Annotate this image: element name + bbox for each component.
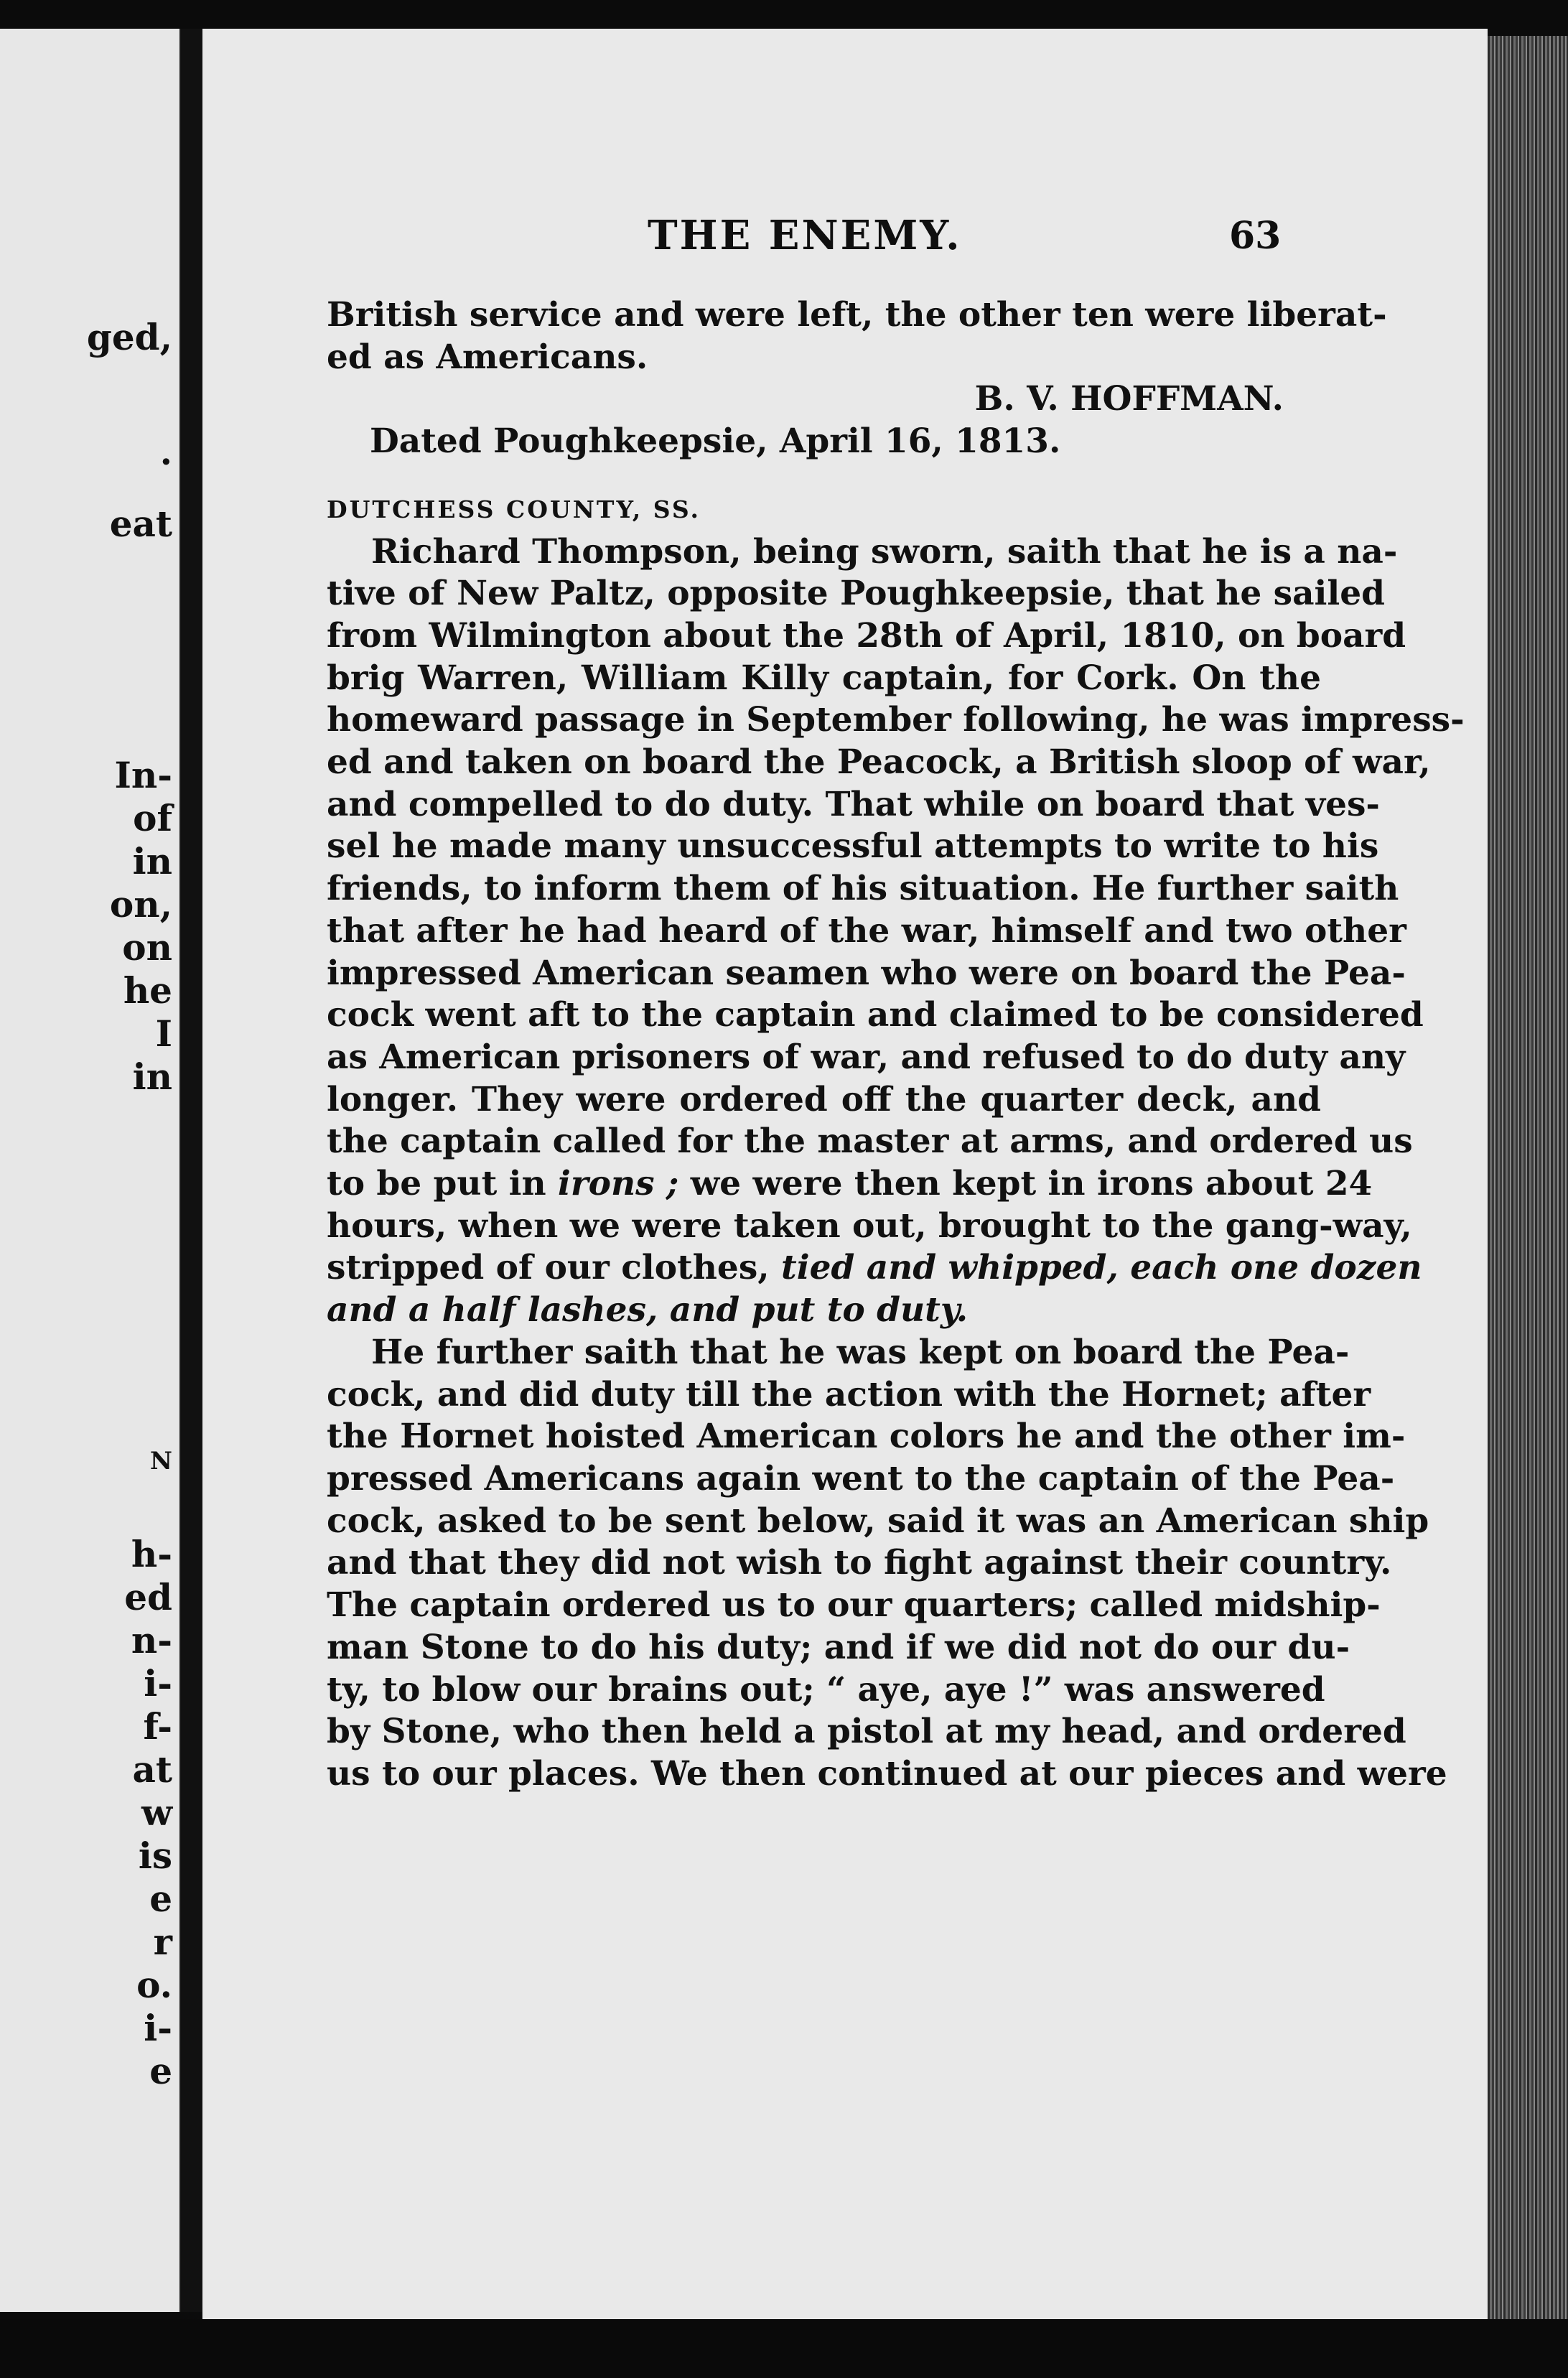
text-line: impressed American seamen who were on board the Pea- <box>327 953 1406 993</box>
left-margin-fragment: of <box>133 797 172 839</box>
left-margin-fragment: h- <box>131 1533 172 1575</box>
text-line: and compelled to do duty. That while on board that ves- <box>327 784 1380 824</box>
left-margin-fragment: on <box>122 926 172 969</box>
scan-border-bottom <box>0 2319 1568 2378</box>
left-margin-fragment: N <box>149 1447 172 1475</box>
left-margin-fragment: In- <box>114 754 172 796</box>
page-body <box>327 294 1465 1796</box>
text-line: Richard Thompson, being sworn, saith that he is a na- <box>371 531 1398 572</box>
left-margin-fragment: ed <box>124 1576 172 1618</box>
left-margin-fragment: eat <box>109 503 172 545</box>
text-line-mixed <box>327 1163 1373 1206</box>
text-line: that after he had heard of the war, himself and two other <box>327 910 1406 951</box>
page-fore-edge <box>1488 36 1568 2333</box>
text-line: friends, to inform them of his situation. He further saith <box>327 869 1399 909</box>
text-line: the captain called for the master at arms, and ordered us <box>327 1122 1413 1162</box>
text-line-italic <box>327 1290 1321 1332</box>
text-line: cock, asked to be sent below, said it was an American ship <box>327 1501 1429 1541</box>
text-line: us to our places. We then continued at our pieces and were <box>327 1753 1447 1794</box>
text-line: by Stone, who then held a pistol at my head, and ordered <box>327 1712 1406 1752</box>
left-margin-fragment: n- <box>131 1619 172 1661</box>
italic-run: and a half lashes, and put to duty. <box>327 1290 969 1330</box>
text-line: brig Warren, William Killy captain, for Cork. On the <box>327 658 1321 698</box>
signature: B. V. HOFFMAN. <box>974 379 1284 419</box>
italic-run: irons ; <box>558 1164 679 1204</box>
left-margin-fragment: r <box>153 1921 172 1963</box>
left-margin-fragment: o. <box>136 1964 172 2006</box>
text-line: as American prisoners of war, and refused to do duty any <box>327 1037 1406 1077</box>
book-gutter <box>181 29 202 2312</box>
left-margin-fragment: w <box>141 1791 172 1834</box>
left-margin-fragment: i- <box>144 1662 172 1705</box>
text-line: pressed Americans again went to the captain of the Pea- <box>327 1458 1395 1498</box>
text-run: we were then kept in irons about 24 <box>678 1164 1373 1204</box>
left-margin-fragment: ged, <box>86 316 172 358</box>
text-line: longer. They were ordered off the quarter deck, and <box>327 1079 1321 1119</box>
left-margin-fragment: in <box>132 1055 172 1098</box>
left-margin-fragment: on, <box>109 883 172 925</box>
left-margin-fragment: . <box>159 431 172 473</box>
text-line: ed as Americans. <box>327 337 648 377</box>
text-line: from Wilmington about the 28th of April, 1810, on board <box>327 615 1406 656</box>
left-margin-fragment: is <box>138 1834 172 1877</box>
left-margin-fragment: in <box>132 840 172 882</box>
left-margin-fragment: i- <box>144 2007 172 2049</box>
text-line: sel he made many unsuccessful attempts to write to his <box>327 826 1379 867</box>
left-margin-fragment: I <box>155 1012 172 1055</box>
italic-run: tied and whipped, each one dozen <box>781 1248 1422 1288</box>
text-run: stripped of our clothes, <box>327 1248 782 1288</box>
facing-page-left <box>0 29 184 2312</box>
page-number: 63 <box>1229 214 1282 258</box>
text-line: British service and were left, the other ten were liberat- <box>327 295 1387 335</box>
text-line: homeward passage in September following, he was impress- <box>327 700 1465 740</box>
text-line-mixed <box>327 1247 1422 1290</box>
left-margin-fragment: f- <box>143 1705 172 1748</box>
left-margin-fragment: e <box>149 1878 172 1920</box>
running-head: THE ENEMY. <box>648 212 962 259</box>
text-line: and that they did not wish to fight against their country. <box>327 1543 1392 1583</box>
text-line: the Hornet hoisted American colors he and the other im- <box>327 1417 1406 1457</box>
text-line: ty, to blow our brains out; “ aye, aye !” was answered <box>327 1669 1325 1710</box>
text-line: tive of New Paltz, opposite Poughkeepsie, that he sailed <box>327 574 1386 614</box>
left-margin-fragment: e <box>149 2050 172 2092</box>
text-line: hours, when we were taken out, brought to the gang-way, <box>327 1206 1412 1246</box>
text-run: to be put in <box>327 1164 559 1204</box>
county-heading: DUTCHESS COUNTY, SS. <box>327 495 701 523</box>
left-margin-fragment: at <box>132 1748 172 1791</box>
text-line: cock went aft to the captain and claimed to be considered <box>327 995 1424 1035</box>
text-line: ed and taken on board the Peacock, a British sloop of war, <box>327 742 1431 783</box>
date-line: Dated Poughkeepsie, April 16, 1813. <box>370 421 1061 462</box>
text-line: cock, and did duty till the action with the Hornet; after <box>327 1374 1371 1414</box>
left-margin-fragment: he <box>123 969 172 1012</box>
text-line: He further saith that he was kept on board the Pea- <box>371 1332 1350 1372</box>
text-line: man Stone to do his duty; and if we did not do our du- <box>327 1627 1350 1667</box>
text-line: The captain ordered us to our quarters; called midship- <box>327 1585 1381 1626</box>
